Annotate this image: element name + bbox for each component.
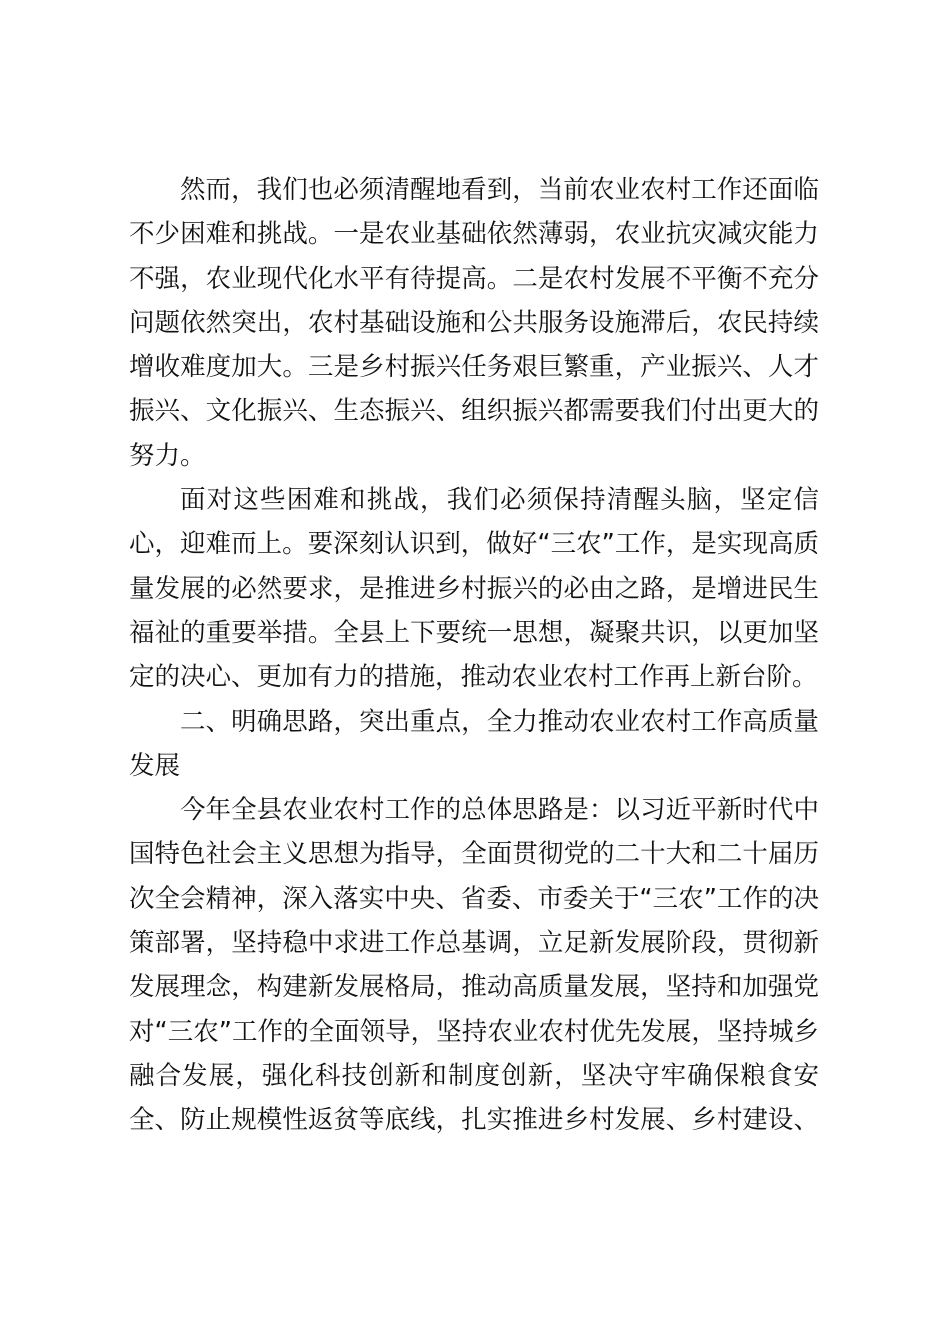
text-line: 发展理念，构建新发展格局，推动高质量发展，坚持和加强党 (129, 972, 819, 1003)
document-body (129, 168, 819, 1143)
text-line: 福祉的重要举措。全县上下要统一思想，凝聚共识，以更加坚 (129, 617, 819, 648)
heading-line: 二、明确思路，突出重点，全力推动农业农村工作高质量 (180, 706, 819, 737)
text-line: 全、防止规模性返贫等底线，扎实推进乡村发展、乡村建设、 (129, 1105, 819, 1136)
text-line: 融合发展，强化科技创新和制度创新，坚决守牢确保粮食安 (129, 1060, 819, 1091)
text-line: 对“三农”工作的全面领导，坚持农业农村优先发展，坚持城乡 (129, 1016, 819, 1047)
paragraph-confidence (129, 478, 819, 699)
text-line: 增收难度加大。三是乡村振兴任务艰巨繁重，产业振兴、人才 (129, 352, 819, 383)
text-line: 定的决心、更加有力的措施，推动农业农村工作再上新台阶。 (129, 662, 818, 693)
text-line: 策部署，坚持稳中求进工作总基调，立足新发展阶段，贯彻新 (129, 928, 819, 959)
paragraph-difficulties (129, 168, 819, 478)
paragraph-overall-approach (129, 788, 819, 1142)
text-line: 然而，我们也必须清醒地看到，当前农业农村工作还面临 (180, 175, 819, 205)
text-line: 问题依然突出，农村基础设施和公共服务设施滞后，农民持续 (129, 307, 819, 338)
text-line: 不强，农业现代化水平有待提高。二是农村发展不平衡不充分 (129, 263, 819, 294)
text-line: 面对这些困难和挑战，我们必须保持清醒头脑，坚定信 (180, 485, 819, 516)
text-line: 国特色社会主义思想为指导，全面贯彻党的二十大和二十届历 (129, 839, 819, 870)
text-line: 努力。 (129, 440, 206, 471)
text-line: 次全会精神，深入落实中央、省委、市委关于“三农”工作的决 (129, 883, 819, 914)
section-heading (129, 700, 819, 789)
text-line: 量发展的必然要求，是推进乡村振兴的必由之路，是增进民生 (129, 573, 819, 604)
text-line: 不少困难和挑战。一是农业基础依然薄弱，农业抗灾减灾能力 (129, 219, 819, 250)
heading-line: 发展 (129, 750, 181, 781)
text-line: 今年全县农业农村工作的总体思路是：以习近平新时代中 (180, 795, 819, 826)
text-line: 心，迎难而上。要深刻认识到，做好“三农”工作，是实现高质 (129, 529, 819, 560)
text-line: 振兴、文化振兴、生态振兴、组织振兴都需要我们付出更大的 (129, 396, 819, 427)
